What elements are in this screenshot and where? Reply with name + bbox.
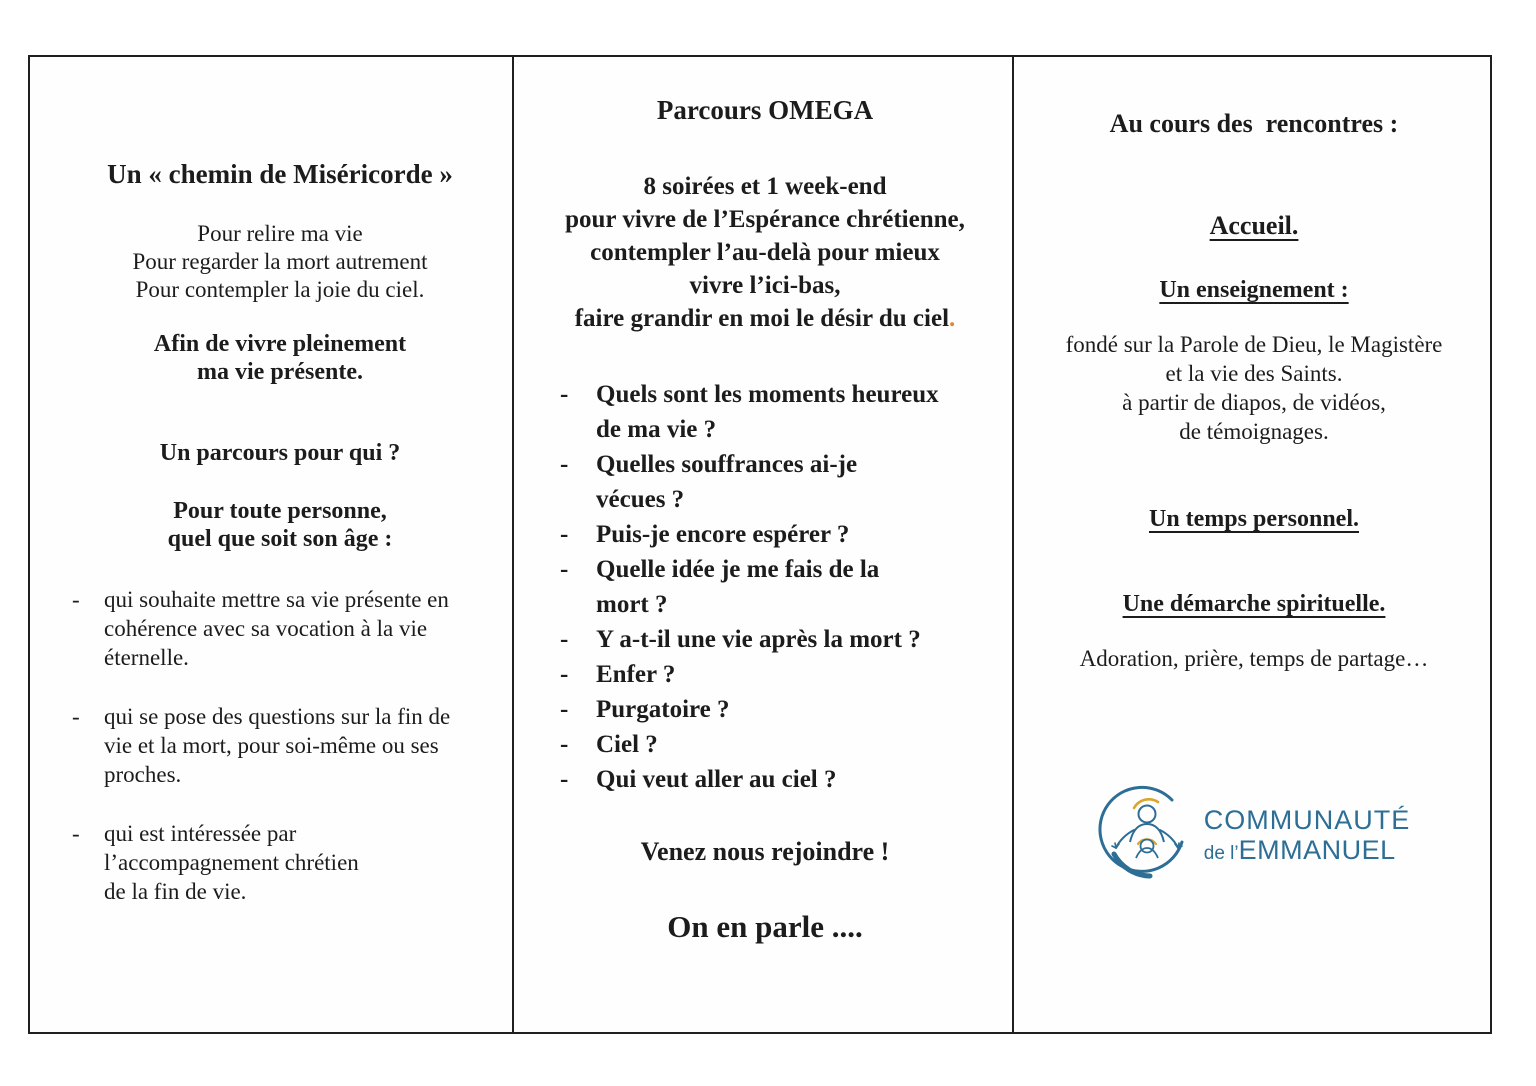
left-panel-title: Un « chemin de Miséricorde » — [107, 159, 453, 189]
demarche-line: Adoration, prière, temps de partage… — [1079, 646, 1429, 671]
middle-intro-line: vivre l’ici-bas, — [689, 272, 841, 299]
question-text — [596, 552, 984, 622]
bullet-line: de la fin de vie. — [104, 879, 247, 904]
list-item — [556, 517, 984, 552]
join-us-line: Venez nous rejoindre ! — [640, 837, 890, 866]
list-item — [556, 622, 984, 657]
list-item — [70, 702, 490, 789]
enseignement-line: de témoignages. — [1179, 419, 1329, 444]
question-text — [596, 377, 984, 447]
question-line: de ma vie ? — [596, 416, 717, 443]
enseignement-paragraph — [1038, 330, 1470, 446]
bullet-line: l’accompagnement chrétien — [104, 850, 359, 875]
closing-line: On en parle .... — [667, 909, 863, 944]
bullet-line: vie et la mort, pour soi-même ou ses — [104, 733, 439, 758]
question-text — [596, 727, 984, 762]
question-text — [596, 692, 984, 727]
left-bullet-list — [70, 585, 490, 906]
logo-line2-prefix: de l’ — [1203, 842, 1239, 864]
enseignement-line: et la vie des Saints. — [1165, 361, 1343, 386]
middle-intro-line: 8 soirées et 1 week-end — [643, 173, 887, 200]
question-line: Puis-je encore espérer ? — [596, 521, 850, 548]
question-line: Qui veut aller au ciel ? — [596, 766, 837, 793]
panel-parcours-omega — [514, 57, 1014, 1032]
question-line: Enfer ? — [596, 661, 676, 688]
emmanuel-logo-icon — [1098, 784, 1198, 889]
question-text — [596, 517, 984, 552]
left-who-line: quel que soit son âge : — [167, 526, 393, 552]
list-item — [556, 657, 984, 692]
list-item — [556, 762, 984, 797]
heading-demarche-spirituelle: Une démarche spirituelle. — [1122, 591, 1386, 617]
right-panel-title: Au cours des rencontres : — [1109, 109, 1399, 138]
bullet-dash: - — [560, 521, 569, 548]
emmanuel-logo-text — [1204, 805, 1411, 869]
heading-temps-personnel: Un temps personnel. — [1148, 506, 1359, 532]
brochure-frame — [28, 55, 1492, 1034]
bullet-dash: - — [560, 696, 569, 723]
left-who-subheading — [70, 497, 490, 553]
enseignement-line: fondé sur la Parole de Dieu, le Magistère — [1065, 332, 1443, 357]
logo-line2-name: EMMANUEL — [1238, 834, 1396, 865]
middle-question-list — [546, 377, 984, 797]
bullet-line: cohérence avec sa vocation à la vie — [104, 616, 428, 641]
bullet-text — [104, 585, 490, 672]
left-who-line: Pour toute personne, — [173, 498, 387, 524]
left-aim-line: Afin de vivre pleinement — [153, 331, 407, 357]
question-line: vécues ? — [596, 486, 685, 513]
panel-chemin-misericorde — [30, 57, 514, 1032]
bullet-dash: - — [560, 626, 569, 653]
question-text — [596, 447, 984, 517]
list-item — [556, 692, 984, 727]
heading-enseignement: Un enseignement : — [1159, 277, 1349, 303]
question-line: Quelle idée je me fais de la — [596, 556, 880, 583]
left-who-heading: Un parcours pour qui ? — [159, 440, 401, 466]
left-intro-line: Pour relire ma vie — [197, 221, 363, 246]
question-line: Quelles souffrances ai-je — [596, 451, 858, 478]
list-item — [556, 377, 984, 447]
left-intro-line: Pour contempler la joie du ciel. — [135, 277, 425, 302]
bullet-dash: - — [72, 587, 80, 612]
list-item — [70, 585, 490, 672]
bullet-dash: - — [560, 451, 569, 478]
question-text — [596, 762, 984, 797]
bullet-line: qui se pose des questions sur la fin de — [104, 704, 451, 729]
list-item — [556, 727, 984, 762]
bullet-text — [104, 702, 490, 789]
middle-intro-last-text: faire grandir en moi le désir du ciel — [574, 305, 950, 332]
list-item — [556, 447, 984, 517]
bullet-dash: - — [560, 766, 569, 793]
heading-accueil: Accueil. — [1209, 211, 1299, 240]
list-item — [556, 552, 984, 622]
bullet-line: proches. — [104, 762, 182, 787]
question-line: mort ? — [596, 591, 668, 618]
bullet-dash: - — [72, 704, 80, 729]
bullet-line: qui souhaite mettre sa vie présente en — [104, 587, 449, 612]
bullet-line: qui est intéressée par — [104, 821, 297, 846]
emmanuel-logo — [1038, 784, 1470, 889]
bullet-dash: - — [560, 381, 569, 408]
question-line: Purgatoire ? — [596, 696, 730, 723]
logo-line1: COMMUNAUTÉ — [1203, 804, 1411, 835]
left-intro-block — [70, 220, 490, 304]
left-aim-line: ma vie présente. — [197, 359, 363, 385]
middle-panel-title: Parcours OMEGA — [656, 95, 874, 125]
bullet-text — [104, 819, 490, 906]
question-line: Y a-t-il une vie après la mort ? — [596, 626, 921, 653]
question-line: Ciel ? — [596, 731, 658, 758]
panel-rencontres — [1014, 57, 1494, 1032]
logo-line2 — [1204, 835, 1411, 869]
bullet-dash: - — [560, 556, 569, 583]
question-text — [596, 657, 984, 692]
bullet-dash: - — [560, 661, 569, 688]
list-item — [70, 819, 490, 906]
middle-intro-block — [546, 170, 984, 335]
bullet-line: éternelle. — [104, 645, 189, 670]
left-intro-line: Pour regarder la mort autrement — [132, 249, 428, 274]
orange-period: . — [949, 305, 956, 332]
left-aim-block — [70, 330, 490, 386]
middle-intro-line: contempler l’au-delà pour mieux — [590, 239, 940, 266]
middle-intro-last-line — [546, 302, 984, 335]
bullet-dash: - — [72, 821, 80, 846]
middle-intro-line: pour vivre de l’Espérance chrétienne, — [565, 206, 965, 233]
question-line: Quels sont les moments heureux — [596, 381, 939, 408]
bullet-dash: - — [560, 731, 569, 758]
enseignement-line: à partir de diapos, de vidéos, — [1122, 390, 1386, 415]
question-text — [596, 622, 984, 657]
